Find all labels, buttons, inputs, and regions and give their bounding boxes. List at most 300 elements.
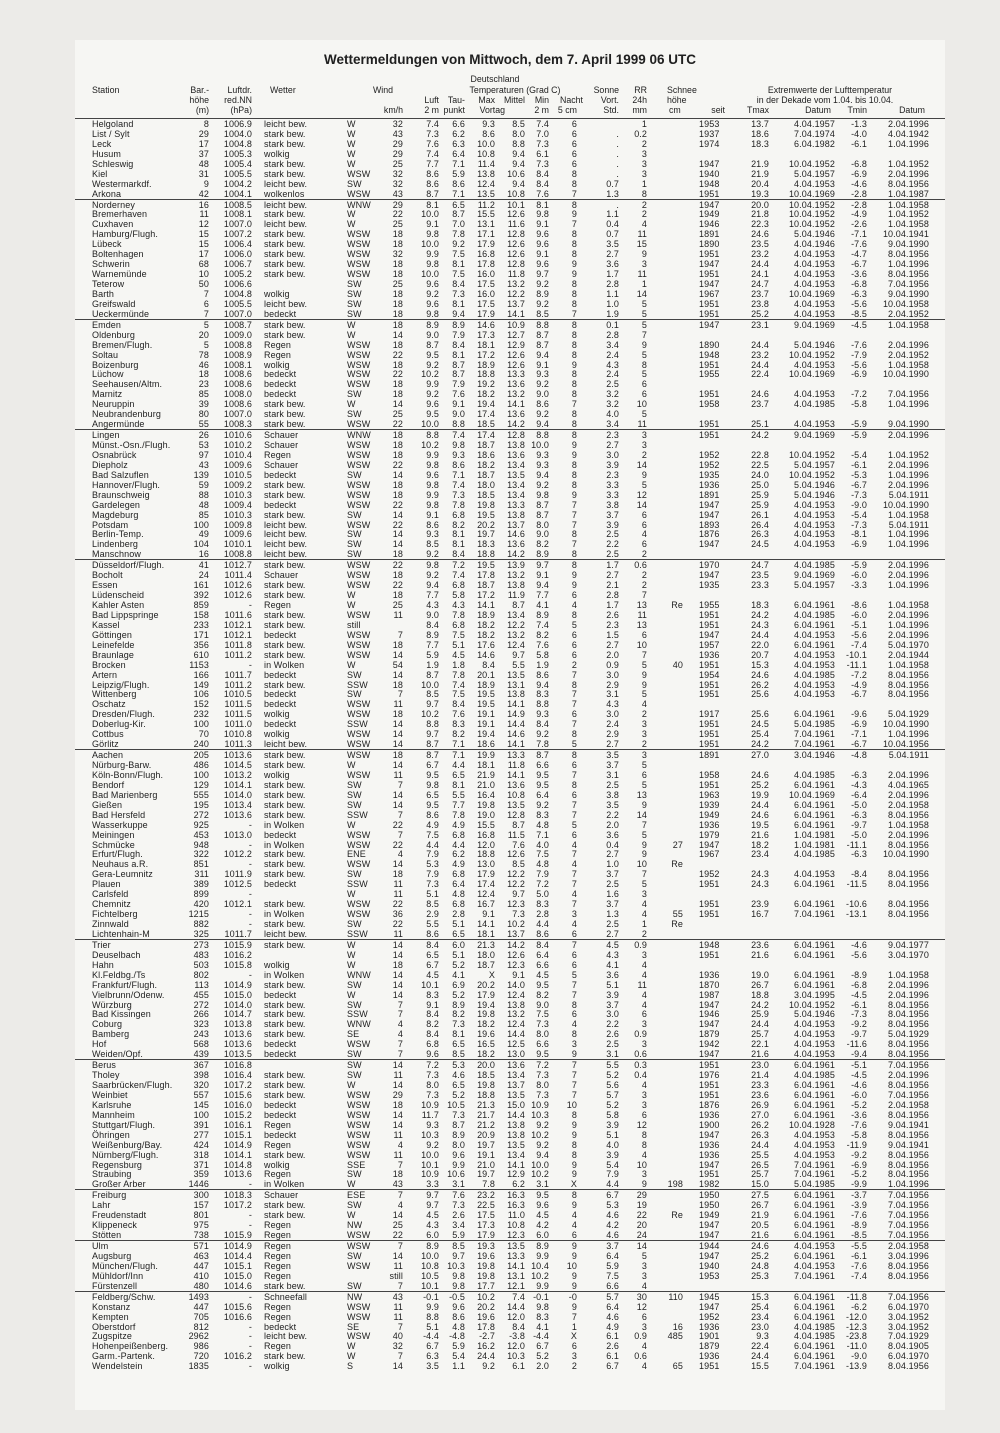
sonne: 2.7 [606, 639, 619, 650]
max-vortag: 10.0 [477, 138, 495, 149]
wetter: in Wolken [264, 969, 305, 980]
taupunkt: 7.8 [452, 809, 465, 820]
niederschlag: 4 [641, 1361, 647, 1372]
wind-speed: 14 [392, 719, 403, 730]
extreme-seit: 1951 [699, 719, 720, 730]
extreme-tmin: -8.1 [851, 529, 867, 540]
extreme-tmax-datum: 6.04.1961 [794, 1311, 835, 1322]
wind-dir: SW [347, 789, 362, 800]
max-vortag: 19.7 [477, 529, 495, 540]
mittel-vortag: 11.8 [507, 760, 525, 770]
header-min-5cm: 5 cm [557, 105, 577, 115]
temp-luft: 9.4 [426, 580, 439, 591]
min-2m: 7.0 [536, 128, 549, 139]
sonne: 4.0 [606, 1139, 619, 1150]
bar-hoehe: 97 [198, 449, 209, 460]
bar-hoehe: 39 [198, 399, 209, 410]
sonne: 3.5 [606, 750, 619, 761]
mittel-vortag: 12.0 [507, 1311, 525, 1322]
min-2m: 8.8 [536, 699, 549, 710]
wind-speed: 11 [393, 1301, 403, 1312]
bar-hoehe: 720 [193, 1351, 209, 1362]
max-vortag: 18.8 [477, 849, 495, 860]
extreme-tmin-datum: 1.04.1952 [888, 209, 929, 220]
niederschlag: 7 [641, 329, 647, 340]
schnee: 485 [667, 1331, 683, 1342]
extreme-tmax: 26.3 [751, 529, 769, 540]
extreme-tmin-datum: 2.04.1996 [888, 789, 929, 800]
station-name: Wendelstein [92, 1361, 143, 1372]
extreme-tmax-datum: 4.04.1985 [794, 849, 835, 860]
wind-speed: 7 [397, 1190, 403, 1201]
extreme-tmin: -11.5 [846, 879, 867, 890]
table-row [75, 209, 945, 219]
luftdruck: 1008.6 [223, 369, 252, 380]
wind-dir: W [347, 148, 356, 159]
mittel-vortag: 13.3 [507, 1250, 525, 1261]
min-5cm: 8 [571, 239, 577, 250]
wind-speed: 18 [392, 379, 403, 390]
mittel-vortag: 13.4 [507, 609, 525, 620]
extreme-tmax: 24.4 [751, 1351, 769, 1362]
wetter: stark bew. [264, 560, 306, 571]
extreme-seit: 1949 [699, 1210, 720, 1221]
mittel-vortag: 12.6 [507, 949, 525, 960]
wind-dir: W [347, 138, 356, 149]
extreme-tmin-datum: 2.04.1944 [888, 649, 929, 660]
mittel-vortag: 13.9 [507, 560, 525, 571]
min-5cm: 7 [571, 769, 577, 780]
header-datum-min: Datum [899, 105, 925, 115]
taupunkt: 8.4 [452, 279, 465, 289]
extreme-tmin: -3.9 [851, 1200, 867, 1211]
wetter: stark bew. [264, 399, 306, 410]
mittel-vortag: 11.8 [507, 269, 525, 280]
min-2m: 8.7 [536, 329, 549, 340]
max-vortag: 19.8 [477, 1080, 495, 1090]
niederschlag: 15 [636, 239, 647, 250]
min-5cm: 6 [571, 789, 577, 800]
header-kmh: km/h [383, 105, 403, 115]
mittel-vortag: 10.3 [507, 1351, 525, 1362]
max-vortag: 21.3 [477, 939, 495, 950]
extreme-tmax: 23.4 [751, 1311, 769, 1322]
mittel-vortag: 10.1 [507, 199, 525, 210]
min-2m: 8.4 [536, 178, 549, 189]
extreme-seit: 1890 [699, 339, 720, 350]
taupunkt: 5.1 [452, 639, 465, 650]
taupunkt: 6.2 [452, 128, 465, 139]
min-2m: 9.4 [536, 580, 549, 591]
taupunkt: 9.4 [452, 308, 465, 319]
max-vortag: 17.1 [477, 229, 495, 240]
extreme-tmin: -4.5 [851, 1070, 867, 1081]
sonne: 1.1 [606, 209, 619, 220]
wind-speed: 14 [392, 859, 403, 870]
station-name: Nürburg-Barw. [92, 760, 152, 770]
extreme-tmin: -8.5 [851, 1230, 867, 1241]
wind-speed: 22 [392, 919, 403, 929]
extreme-tmax: 18.2 [751, 839, 769, 850]
taupunkt: 5.8 [452, 590, 465, 601]
bar-hoehe: 195 [193, 799, 209, 810]
niederschlag: 1 [641, 919, 647, 929]
header-hoehe: höhe [189, 95, 209, 105]
sonne: 2.7 [606, 249, 619, 260]
wind-dir: SE [347, 1029, 360, 1040]
extreme-tmin-datum: 2.04.1952 [888, 349, 929, 360]
sonne: 2.3 [606, 430, 619, 441]
wetter: wolkenlos [264, 188, 305, 199]
min-2m: 8.2 [536, 989, 549, 1000]
luftdruck: 1013.6 [223, 1039, 252, 1050]
extreme-tmin: -7.4 [851, 1270, 867, 1281]
max-vortag: 17.8 [477, 1321, 495, 1332]
max-vortag: 18.1 [477, 760, 495, 770]
wind-dir: SW [347, 469, 362, 480]
extreme-tmin: -6.9 [851, 369, 867, 380]
table-row [75, 889, 945, 899]
temp-luft: 10.9 [421, 1099, 439, 1110]
bar-hoehe: 486 [193, 760, 209, 770]
extreme-tmin: -8.4 [851, 869, 867, 880]
min-5cm: 8 [571, 560, 577, 571]
table-row [75, 940, 945, 950]
bar-hoehe: 233 [193, 619, 209, 630]
min-5cm: 9 [571, 1301, 577, 1312]
extreme-tmax-datum: 10.04.1952 [788, 469, 835, 480]
min-5cm: 8 [571, 459, 577, 470]
station-name: Osnabrück [92, 449, 137, 460]
wind-dir: W [347, 949, 356, 960]
extreme-tmin: -6.2 [851, 1301, 867, 1312]
wind-speed: 32 [392, 249, 403, 260]
extreme-tmax-datum: 6.04.1961 [794, 969, 835, 980]
station-name: Leipzig/Flugh. [92, 679, 150, 690]
max-vortag: 19.1 [477, 719, 495, 730]
sonne: 3.2 [606, 389, 619, 400]
station-name: Würzburg [92, 999, 132, 1010]
wind-dir: WSW [347, 1230, 371, 1241]
extreme-tmin-datum: 8.04.1956 [888, 1149, 929, 1160]
temp-luft: 10.0 [421, 1250, 439, 1261]
extreme-seit: 1957 [699, 639, 720, 650]
extreme-tmin-datum: 2.04.1996 [888, 570, 929, 581]
extreme-tmin-datum: 9.04.1990 [888, 419, 929, 430]
luftdruck: 1014.9 [223, 1139, 252, 1150]
extreme-seit: 1940 [699, 168, 720, 179]
max-vortag: 18.1 [477, 339, 495, 350]
extreme-tmax-datum: 4.04.1953 [794, 1139, 835, 1150]
extreme-tmin: -4.7 [851, 249, 867, 260]
min-5cm: 7 [571, 869, 577, 880]
taupunkt: 5.2 [452, 959, 465, 970]
extreme-tmax: 24.6 [751, 809, 769, 820]
mittel-vortag: 13.6 [507, 449, 525, 460]
table-row [75, 1200, 945, 1210]
temp-luft: 7.4 [426, 119, 439, 129]
sonne: 0.1 [606, 319, 619, 330]
taupunkt: 6.9 [452, 979, 465, 990]
wind-speed: 4 [397, 849, 403, 860]
niederschlag: 0.9 [634, 1029, 647, 1040]
min-5cm: 2 [571, 1361, 577, 1372]
wind-speed: 18 [392, 639, 403, 650]
min-2m: 9.9 [536, 1250, 549, 1261]
luftdruck: 1008.3 [223, 419, 252, 430]
niederschlag: 10 [636, 399, 647, 410]
table-row [75, 750, 945, 760]
wind-dir: WSW [347, 269, 371, 280]
taupunkt: 4.4 [452, 839, 465, 850]
taupunkt: 7.2 [452, 560, 465, 571]
taupunkt: 7.6 [452, 1190, 465, 1201]
station-name: Bad Hersfeld [92, 809, 146, 820]
min-5cm: 8 [571, 369, 577, 380]
luftdruck: 1009.0 [223, 329, 252, 340]
max-vortag: 19.1 [477, 709, 495, 720]
wetter: Regen [264, 1341, 292, 1352]
mittel-vortag: 14.1 [507, 739, 525, 750]
min-5cm: 7 [571, 399, 577, 410]
station-name: Hohenpeißenberg. [92, 1341, 169, 1352]
max-vortag: 10.8 [477, 148, 495, 159]
niederschlag: 11 [637, 229, 647, 240]
max-vortag: 11.4 [477, 158, 495, 169]
min-2m: 4.1 [536, 1321, 549, 1332]
extreme-seit: 1947 [699, 1250, 720, 1261]
extreme-tmax-datum: 4.04.1953 [794, 649, 835, 660]
bar-hoehe: 29 [198, 128, 209, 139]
taupunkt: 4.8 [452, 1321, 465, 1332]
header-rednn: red.NN [224, 95, 252, 105]
taupunkt: 6.5 [452, 1080, 465, 1090]
extreme-tmin: -7.6 [851, 1260, 867, 1271]
extreme-tmax: 21.6 [751, 949, 769, 960]
min-2m: 7.4 [536, 119, 549, 129]
extreme-seit: 1951 [699, 389, 720, 400]
temp-luft: 8.6 [426, 168, 439, 179]
table-row [75, 269, 945, 279]
temp-luft: 9.0 [426, 609, 439, 620]
station-name: Ueckermünde [92, 308, 150, 319]
station-name: Neuruppin [92, 399, 135, 410]
extreme-seit: 1947 [699, 1159, 720, 1170]
extreme-tmax-datum: 4.04.1946 [794, 239, 835, 250]
table-row [75, 630, 945, 640]
wind-dir: SW [347, 549, 362, 560]
temp-luft: 8.6 [426, 809, 439, 820]
table-row [75, 1251, 945, 1261]
temp-luft: 4.9 [426, 819, 439, 830]
extreme-tmax: 23.5 [751, 570, 769, 581]
table-row [75, 640, 945, 650]
luftdruck: 1004.8 [223, 288, 252, 299]
max-vortag: X [488, 969, 495, 980]
extreme-tmax: 23.8 [751, 298, 769, 309]
wind-dir: WSW [347, 369, 371, 380]
temp-luft: 7.3 [426, 128, 439, 139]
wetter: bedeckt [264, 669, 297, 680]
luftdruck: 1013.5 [223, 1049, 252, 1060]
bar-hoehe: 41 [198, 560, 209, 571]
extreme-seit: 1891 [699, 489, 720, 500]
wind-speed: still [389, 1270, 403, 1281]
bar-hoehe: 5 [203, 339, 209, 350]
min-5cm: 9 [571, 449, 577, 460]
extreme-tmin: -7.9 [851, 349, 867, 360]
temp-luft: 8.6 [426, 178, 439, 189]
wetter: Regen [264, 1270, 292, 1281]
wind-speed: 18 [392, 679, 403, 690]
extreme-tmax-datum: 4.04.1953 [794, 529, 835, 540]
temp-luft: 5.9 [426, 649, 439, 660]
bar-hoehe: 389 [193, 879, 209, 890]
temp-luft: 7.7 [426, 590, 439, 601]
niederschlag: 5 [641, 349, 647, 360]
min-5cm: 8 [571, 750, 577, 761]
station-name: Göttingen [92, 629, 132, 640]
station-name: Gera-Leumnitz [92, 869, 153, 880]
wind-dir: ENE [347, 849, 366, 860]
schnee: Re [671, 919, 683, 929]
wind-speed: 14 [392, 799, 403, 810]
extreme-seit: 1936 [699, 819, 720, 830]
mittel-vortag: 12.9 [507, 339, 525, 350]
wind-dir: SW [347, 539, 362, 550]
taupunkt: 7.8 [452, 609, 465, 620]
sonne: 1.7 [606, 600, 619, 610]
temp-luft: 9.2 [426, 549, 439, 560]
niederschlag: 14 [636, 499, 647, 510]
max-vortag: 22.5 [477, 1200, 495, 1211]
extreme-tmin: -9.7 [851, 819, 867, 830]
extreme-seit: 1951 [699, 879, 720, 890]
extreme-tmin: -4.6 [851, 939, 867, 950]
extreme-tmin: -9.0 [851, 1351, 867, 1362]
niederschlag: 2 [641, 209, 647, 220]
niederschlag: 4 [641, 1149, 647, 1160]
temp-luft: 8.7 [426, 339, 439, 350]
extreme-tmin: -7.1 [851, 229, 867, 240]
temp-luft: 7.3 [426, 1070, 439, 1081]
sonne: 2.3 [606, 619, 619, 630]
wind-speed: 18 [392, 479, 403, 490]
min-5cm: 6 [571, 148, 577, 159]
header-tmax: Tmax [747, 105, 769, 115]
luftdruck: - [248, 1321, 252, 1332]
niederschlag: 6 [641, 1311, 647, 1322]
niederschlag: 5 [641, 308, 647, 319]
mittel-vortag: 8.0 [512, 128, 525, 139]
table-row [75, 699, 945, 709]
extreme-tmin-datum: 3.04.1952 [888, 1321, 929, 1332]
luftdruck: 1010.3 [223, 509, 252, 520]
bar-hoehe: 424 [193, 1139, 209, 1150]
min-5cm: 7 [571, 899, 577, 910]
mittel-vortag: 13.4 [507, 479, 525, 490]
extreme-tmin-datum: 7.04.1956 [888, 1220, 929, 1231]
luftdruck: 1016.8 [223, 1060, 252, 1071]
min-2m: 8.4 [536, 939, 549, 950]
extreme-tmin: -6.0 [851, 609, 867, 620]
extreme-seit: 1951 [699, 659, 720, 670]
max-vortag: 18.5 [477, 1070, 495, 1081]
sonne: 3.5 [606, 799, 619, 810]
min-2m: 9.8 [536, 489, 549, 500]
extreme-tmax-datum: 4.04.1953 [794, 1149, 835, 1160]
niederschlag: 9 [641, 339, 647, 350]
niederschlag: 2 [641, 928, 647, 939]
extreme-seit: 1947 [699, 999, 720, 1010]
extreme-tmin-datum: 10.04.1941 [882, 229, 929, 240]
min-2m: 10.2 [531, 1169, 549, 1180]
mittel-vortag: 12.8 [507, 259, 525, 270]
wind-speed: 14 [392, 1060, 403, 1071]
niederschlag: 9 [641, 839, 647, 850]
table-row [75, 810, 945, 820]
table-row [75, 1241, 945, 1251]
taupunkt: 8.1 [452, 539, 465, 550]
extreme-tmin-datum: 4.04.1942 [888, 128, 929, 139]
wetter: Regen [264, 1220, 292, 1231]
luftdruck: 1011.0 [224, 719, 252, 730]
extreme-tmin-datum: 1.04.1952 [888, 158, 929, 169]
extreme-tmax-datum: 6.04.1961 [794, 1080, 835, 1090]
extreme-tmax-datum: 4.04.1953 [794, 689, 835, 700]
mittel-vortag: 12.6 [507, 239, 525, 250]
luftdruck: 1011.7 [224, 928, 252, 939]
bar-hoehe: 371 [193, 1159, 209, 1170]
min-5cm: 9 [571, 570, 577, 581]
station-name: Öhringen [92, 1129, 130, 1140]
extreme-tmax: 13.7 [751, 119, 769, 129]
taupunkt: 8.1 [452, 349, 465, 360]
mittel-vortag: 14.1 [507, 1159, 525, 1170]
luftdruck: 1016.1 [223, 1119, 252, 1130]
station-name: Straubing [92, 1169, 132, 1180]
mittel-vortag: 12.8 [507, 229, 525, 240]
sonne: 4.6 [606, 1230, 619, 1241]
extreme-tmax: 15.5 [751, 1361, 769, 1372]
wind-speed: 7 [397, 829, 403, 840]
temp-luft: 10.0 [421, 239, 439, 250]
extreme-tmin: -6.7 [851, 689, 867, 700]
extreme-tmin-datum: 8.04.1956 [888, 679, 929, 690]
extreme-tmin: -8.6 [851, 600, 867, 610]
table-row [75, 299, 945, 309]
extreme-tmin-datum: 1.04.1958 [888, 819, 929, 830]
temp-luft: 8.8 [426, 719, 439, 730]
station-name: Bad Kissingen [92, 1009, 151, 1020]
extreme-tmin-datum: 2.04.1996 [888, 609, 929, 620]
niederschlag: 3 [641, 1270, 647, 1281]
sonne: 4.4 [606, 1179, 619, 1190]
mittel-vortag: 13.5 [507, 799, 525, 810]
station-name: Feldberg/Schw. [92, 1291, 156, 1302]
extreme-seit: 1947 [699, 259, 720, 270]
wind-dir: WNW [347, 430, 371, 441]
taupunkt: 7.3 [452, 288, 465, 299]
max-vortag: 19.4 [477, 729, 495, 740]
mittel-vortag: 13.5 [507, 669, 525, 680]
wind-dir: SW [347, 529, 362, 540]
extreme-tmin: -4.5 [851, 319, 867, 330]
taupunkt: -0.5 [449, 1291, 465, 1302]
taupunkt: 5.1 [452, 919, 465, 929]
niederschlag: 12 [636, 1119, 647, 1130]
wind-speed: 22 [392, 499, 403, 510]
